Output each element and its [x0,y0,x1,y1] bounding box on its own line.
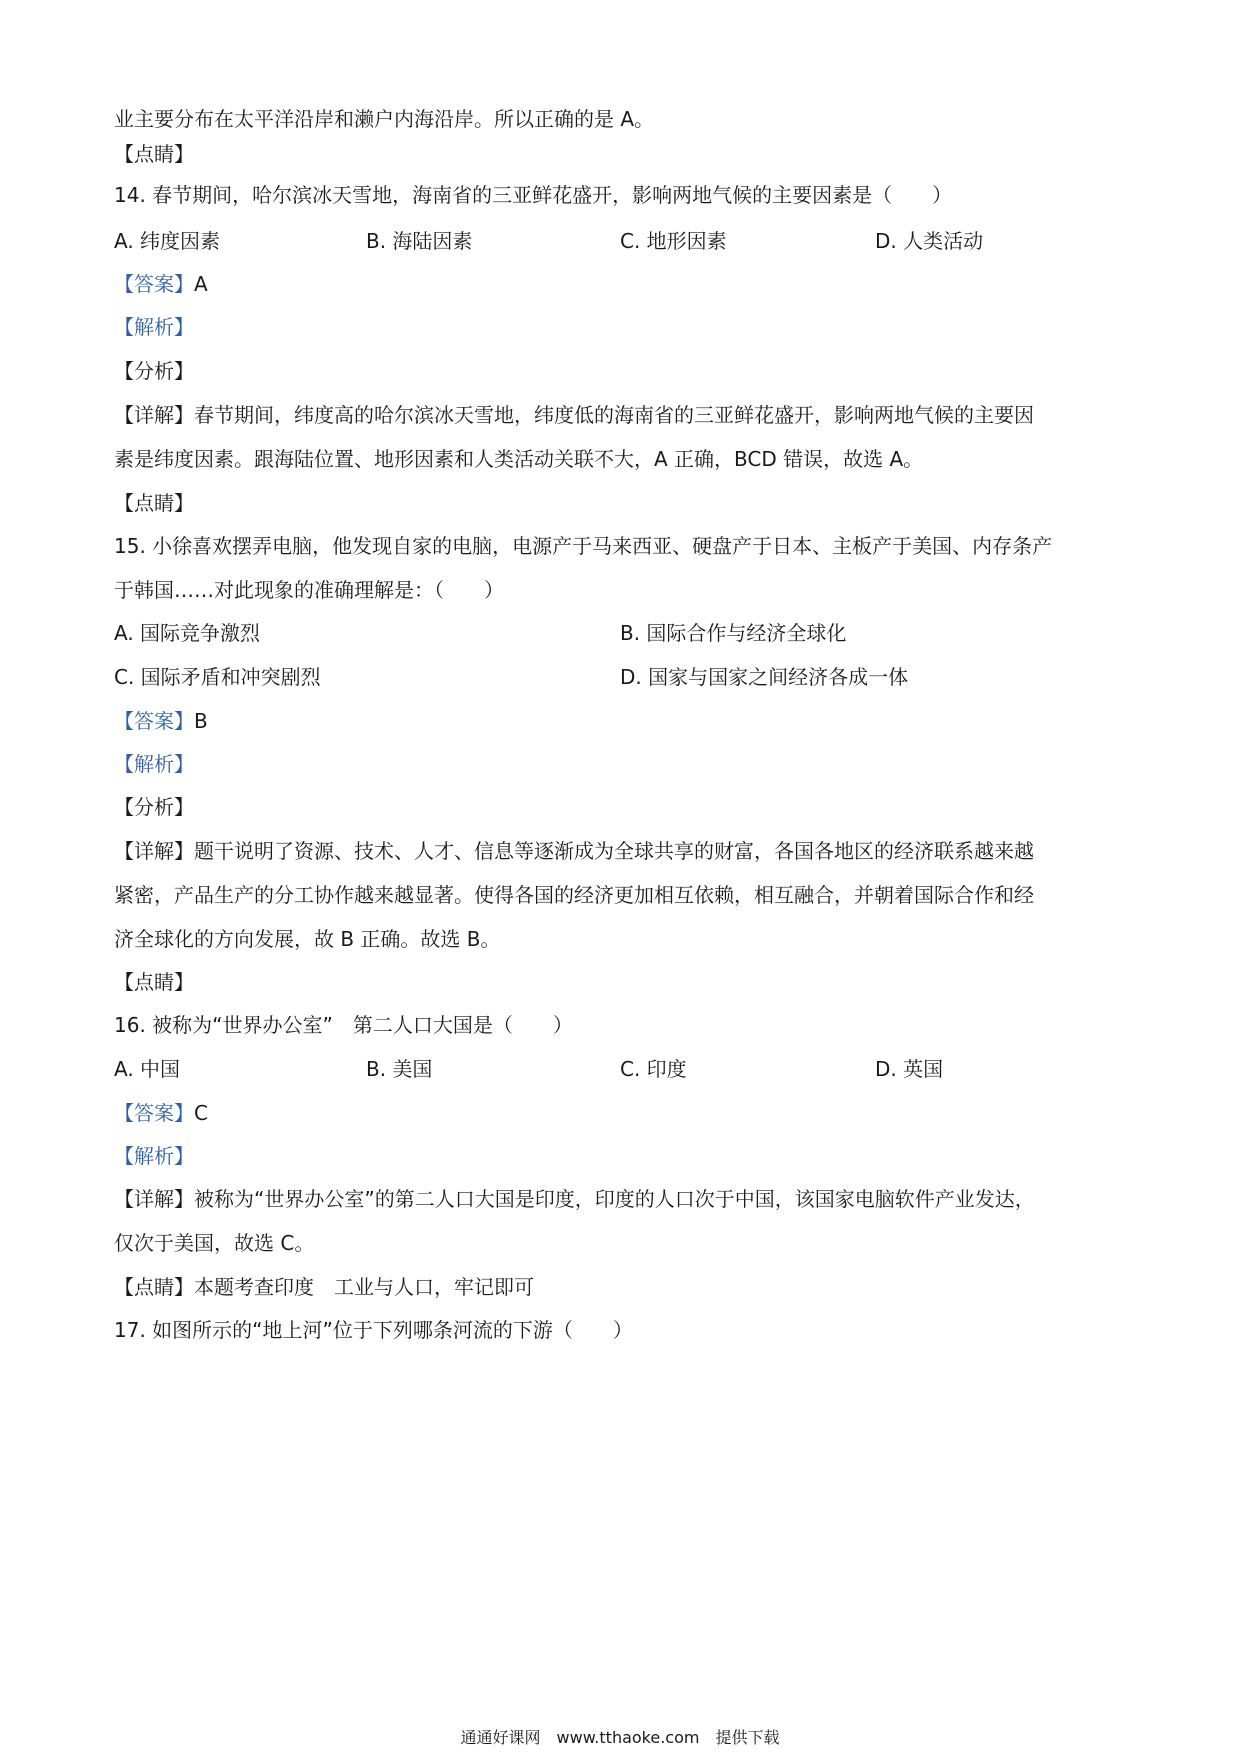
page-footer: 通通好课网 www.tthaoke.com 提供下载 [460,1728,780,1747]
q16-option-d: D. 英国 [875,1057,944,1081]
answer-value: C [194,1101,208,1125]
q15-option-c: C. 国际矛盾和冲突剧烈 [114,665,321,689]
q15-dianjing-label: 【点睛】 [114,970,194,994]
q14-fenxi-label: 【分析】 [114,359,194,383]
q14-xiangjie-line-2: 素是纬度因素。跟海陆位置、地形因素和人类活动关联不大，A 正确，BCD 错误，故选 A。 [114,447,924,471]
paragraph-continuation: 业主要分布在太平洋沿岸和濑户内海沿岸。所以正确的是 A。 [114,107,655,131]
q16-dianjing: 【点睛】本题考查印度 工业与人口，牢记即可 [114,1275,534,1299]
q14-xiangjie-line-1: 【详解】春节期间，纬度高的哈尔滨冰天雪地，纬度低的海南省的三亚鲜花盛开，影响两地气候的主要因 [114,403,1034,427]
question-15-line-1: 15. 小徐喜欢摆弄电脑，他发现自家的电脑，电源产于马来西亚、硬盘产于日本、主板产于美国、内存条产 [114,534,1053,558]
q14-option-c: C. 地形因素 [620,229,727,253]
answer-label: 【答案】 [114,1101,194,1125]
q16-option-b: B. 美国 [366,1057,433,1081]
dianjing-label: 【点睛】 [114,142,194,166]
q16-jiexi-label: 【解析】 [114,1144,194,1168]
q16-answer [114,1100,208,1126]
question-16: 16. 被称为“世界办公室” 第二人口大国是（ ） [114,1013,573,1037]
q15-fenxi-label: 【分析】 [114,795,194,819]
q15-option-b: B. 国际合作与经济全球化 [620,621,847,645]
q15-option-d: D. 国家与国家之间经济各成一体 [620,665,909,689]
q14-option-b: B. 海陆因素 [366,229,473,253]
question-17: 17. 如图所示的“地上河”位于下列哪条河流的下游（ ） [114,1318,633,1342]
q16-option-c: C. 印度 [620,1057,687,1081]
question-14: 14. 春节期间，哈尔滨冰天雪地，海南省的三亚鲜花盛开，影响两地气候的主要因素是（ ） [114,183,953,207]
question-15-line-2: 于韩国……对此现象的准确理解是：（ ） [114,578,504,602]
q14-dianjing-label: 【点睛】 [114,491,194,515]
q15-xiangjie-line-3: 济全球化的方向发展，故 B 正确。故选 B。 [114,927,501,951]
q16-xiangjie-line-1: 【详解】被称为“世界办公室”的第二人口大国是印度，印度的人口次于中国，该国家电脑软件产业发达， [114,1187,1035,1211]
q14-answer [114,271,208,297]
q14-jiexi-label: 【解析】 [114,315,194,339]
answer-label: 【答案】 [114,709,194,733]
q14-option-d: D. 人类活动 [875,229,984,253]
q15-answer [114,708,208,734]
answer-value: B [194,709,208,733]
q16-option-a: A. 中国 [114,1057,181,1081]
answer-value: A [194,272,208,296]
q16-xiangjie-line-2: 仅次于美国，故选 C。 [114,1231,315,1255]
q15-jiexi-label: 【解析】 [114,752,194,776]
q14-option-a: A. 纬度因素 [114,229,221,253]
q15-xiangjie-line-2: 紧密，产品生产的分工协作越来越显著。使得各国的经济更加相互依赖，相互融合，并朝着国际合作和经 [114,883,1034,907]
answer-label: 【答案】 [114,272,194,296]
q15-option-a: A. 国际竞争激烈 [114,621,261,645]
q15-xiangjie-line-1: 【详解】题干说明了资源、技术、人才、信息等逐渐成为全球共享的财富，各国各地区的经济联系越来越 [114,839,1034,863]
